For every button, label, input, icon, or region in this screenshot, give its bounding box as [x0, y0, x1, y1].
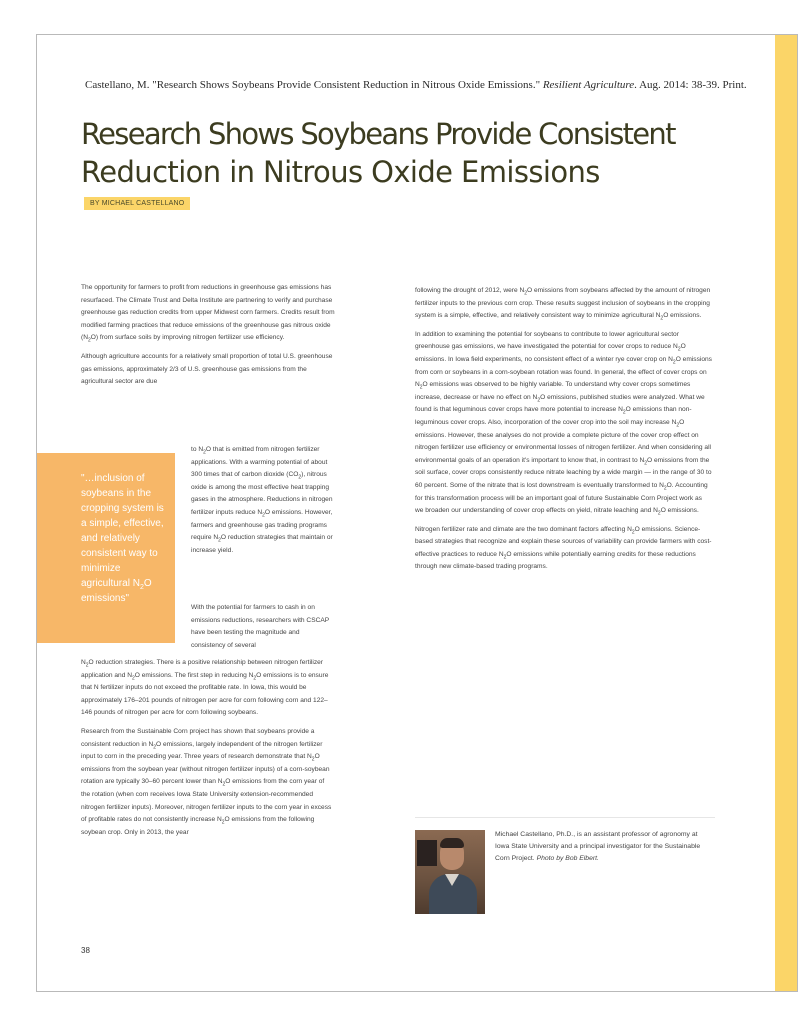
page-number: 38: [81, 946, 90, 955]
paragraph: With the potential for farmers to cash in on emissions reductions, researchers with CSCAP have been testing the magnitude and consistency of several: [191, 604, 330, 649]
column-left-narrow: [191, 444, 335, 563]
paragraph: to $N_2O$ that is emitted from nitrogen fertilizer applications. With a warming potential of about 300 times that of carbon dioxide $(CO_2)$, nitrous oxide is among the most effective heat trapping gases in the atmosphere. Reductions in nitrogen fertilizer inputs reduce $N_2O$ emissions. However, farmers and greenhouse gas trading programs require $N_2O$ reduction strategies that maintain or increase yield.: [191, 446, 333, 554]
paragraph: Nitrogen fertilizer rate and climate are the two dominant factors affecting $N_2O$ emissions. Science-based strategies that recognize and explain these sources of variability can provide farmers with cost-effective practices to reduce $N_2O$ emissions while potentially earning credits for these reductions through new climate-based trading programs.: [415, 525, 712, 571]
paragraph: In addition to examining the potential for soybeans to contribute to lower agricultural sector greenhouse gas emissions, we have investigated the potential for cover crops to reduce $N_2O$ emissions. In Iowa field experiments, no consistent effect of a winter rye cover crop on $N_2O$ emissions from corn or soybeans in a corn-soybean rotation was found. In general, the effect of cover crops on $N_2O$ emissions was observed to be highly variable. To understand why cover crops sometimes increase, decrease or have no effect on $N_2O$ emissions, published studies were analyzed. What we found is that leguminous cover crops have more potential to increase $N_2O$ emissions than non-leguminous cover crops. Also, incorporation of the cover crop into the soil may increase $N_2O$ emissions. However, these analyses do not provide a complete picture of the cover crop effect on nitrogen fertilizer use efficiency or environmental losses of nitrogen fertilizer. And when considering all environmental goals of an operation it's important to know that, in contrast to $N_2O$ emissions from the soil surface, cover crops consistently reduce nitrate leaching by a wide margin — in the range of 30 to 60 percent. Some of the nitrate that is lost downstream is eventually transformed to $N_2O$. Accounting for this transformation process will be an important goal of future Sustainable Corn Project work as we broaden our understanding of cover crop effects on yield, nitrate leaching and $N_2O$ emissions.: [415, 330, 712, 517]
bio-divider: [415, 817, 715, 818]
paragraph: Research from the Sustainable Corn project has shown that soybeans provide a consistent reduction in $N_2O$ emissions, largely independent of the nitrogen fertilizer input to corn in the preceding year. Three years of research demonstrate that $N_2O$ emissions from the soybean year (without nitrogen fertilizer inputs) of a corn-soybean rotation are typically 30–60 percent lower than $N_2O$ emissions from the corn year of the rotation (when corn receives Iowa State University extension-recommended nitrogen fertilizer inputs). Moreover, nitrogen fertilizer inputs to the corn year in excess of profitable rates do not consistently increase $N_2O$ emissions from the following soybean crop. Only in 2013, the year: [81, 727, 332, 836]
title-line-1: Research Shows Soybeans Provide Consistent: [81, 117, 675, 151]
column-left-narrow-2: [191, 602, 335, 658]
article-title: [81, 115, 781, 191]
author-photo: [415, 830, 485, 914]
column-left-bottom: [81, 657, 335, 845]
paragraph: following the drought of 2012, were $N_2O$ emissions from soybeans affected by the amount of nitrogen fertilizer inputs to the previous corn crop. These results suggest inclusion of soybeans in the cropping system is a simple, effective, and relatively consistent way to minimize agricultural $N_2O$ emissions.: [415, 287, 711, 322]
citation: Castellano, M. "Research Shows Soybeans Provide Consistent Reduction in Nitrous Oxide Emissions." Resilient Agriculture. Aug. 2014: 38-39. Print.: [85, 79, 747, 91]
column-left-top: [81, 282, 335, 395]
paragraph: Although agriculture accounts for a relatively small proportion of total U.S. greenhouse gas emissions, approximately 2/3 of U.S. greenhouse gas emissions from the agricultural sector are due: [81, 352, 333, 386]
column-right: [415, 285, 712, 580]
paragraph: $N_2O$ reduction strategies. There is a positive relationship between nitrogen fertilizer application and $N_2O$ emissions. The first step in reducing $N_2O$ emissions is to ensure that N fertilizer inputs do not exceed the profitable rate. In Iowa, this would be approximately 176–201 pounds of nitrogen per acre for corn following corn and 122–146 pounds of nitrogen per acre for corn following soybeans.: [81, 659, 329, 717]
byline: BY MICHAEL CASTELLANO: [84, 197, 190, 210]
author-bio: Michael Castellano, Ph.D., is an assistant professor of agronomy at Iowa State University and a principal investigator for the Sustainable Corn Project. Photo by Bob Elbert.: [495, 831, 701, 862]
title-line-2: Reduction in Nitrous Oxide Emissions: [81, 155, 600, 189]
magazine-page: [36, 34, 798, 992]
paragraph: The opportunity for farmers to profit from reductions in greenhouse gas emissions has resurfaced. The Climate Trust and Delta Institute are partnering to verify and purchase greenhouse gas reduction credits from upper Midwest corn farmers. Credits result from modified farming practices that reduce emissions of the greenhouse gas nitrous oxide $(N_2O)$ from surface soils by improving nitrogen fertilizer use efficiency.: [81, 284, 335, 344]
pull-quote: "…inclusion of soybeans in the cropping system is a simple, effective, and relatively consistent way to minimize agricultural $N_2O$ emissions": [37, 453, 175, 643]
